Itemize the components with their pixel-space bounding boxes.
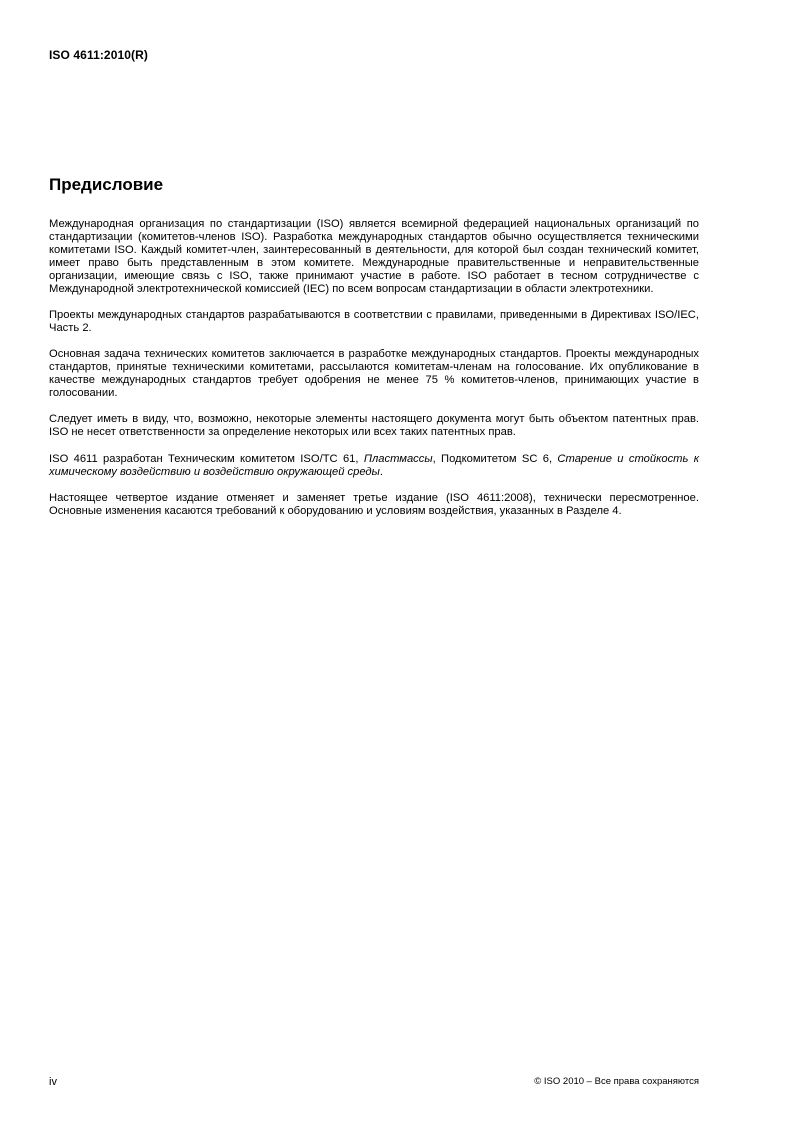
- committee-text-part2: , Подкомитетом SC 6,: [432, 452, 558, 465]
- paragraph-patent-rights: Следует иметь в виду, что, возможно, некоторые элементы настоящего документа могут быть объектом патентных прав. ISO не несет ответственности за определение некоторых или всех таких патентных прав.: [49, 413, 699, 439]
- copyright-notice: © ISO 2010 – Все права сохраняются: [534, 1076, 699, 1087]
- paragraph-committee-info: [49, 453, 699, 479]
- paragraph-iso-organization: Международная организация по стандартизации (ISO) является всемирной федерацией национальных организаций по стандартизации (комитетов-членов ISO). Разработка международных стандартов обычно осуществляется техническими комитетами ISO. Каждый комитет-член, заинтересованный в деятельности, для которой был создан технический комитет, имеет право быть представленным в этом комитете. Международные правительственные и неправительственные организации, имеющие связь с ISO, также принимают участие в работе. ISO работает в тесном сотрудничестве с Международной электротехнической комиссией (IEC) по всем вопросам стандартизации в области электротехники.: [49, 218, 699, 295]
- committee-text-part3: .: [379, 465, 383, 478]
- subcommittee-name: Старение и стойкость к химическому воздействию и воздействию окружающей среды: [49, 452, 700, 478]
- page-number: iv: [49, 1076, 57, 1088]
- paragraph-directives: Проекты международных стандартов разрабатываются в соответствии с правилами, приведенными в Директивах ISO/IEC, Часть 2.: [49, 308, 699, 334]
- paragraph-edition-info: Настоящее четвертое издание отменяет и заменяет третье издание (ISO 4611:2008), технически пересмотренное. Основные изменения касаются требований к оборудованию и условиям воздействия, указанных в Разделе 4.: [49, 492, 699, 517]
- committee-text-part1: ISO 4611 разработан Техническим комитетом ISO/TC 61,: [49, 452, 364, 465]
- page-title: Предисловие: [49, 175, 164, 194]
- foreword-body: [49, 218, 699, 531]
- document-identifier: ISO 4611:2010(R): [49, 48, 148, 62]
- paragraph-technical-committees: Основная задача технических комитетов заключается в разработке международных стандартов. Проекты международных стандартов, принятые техническими комитетами, рассылаются комитетам-членам на голосование. Их опубликование в качестве международных стандартов требует одобрения не менее 75 % комитетов-членов, принимающих участие в голосовании.: [49, 348, 699, 399]
- committee-name: Пластмассы: [363, 452, 433, 465]
